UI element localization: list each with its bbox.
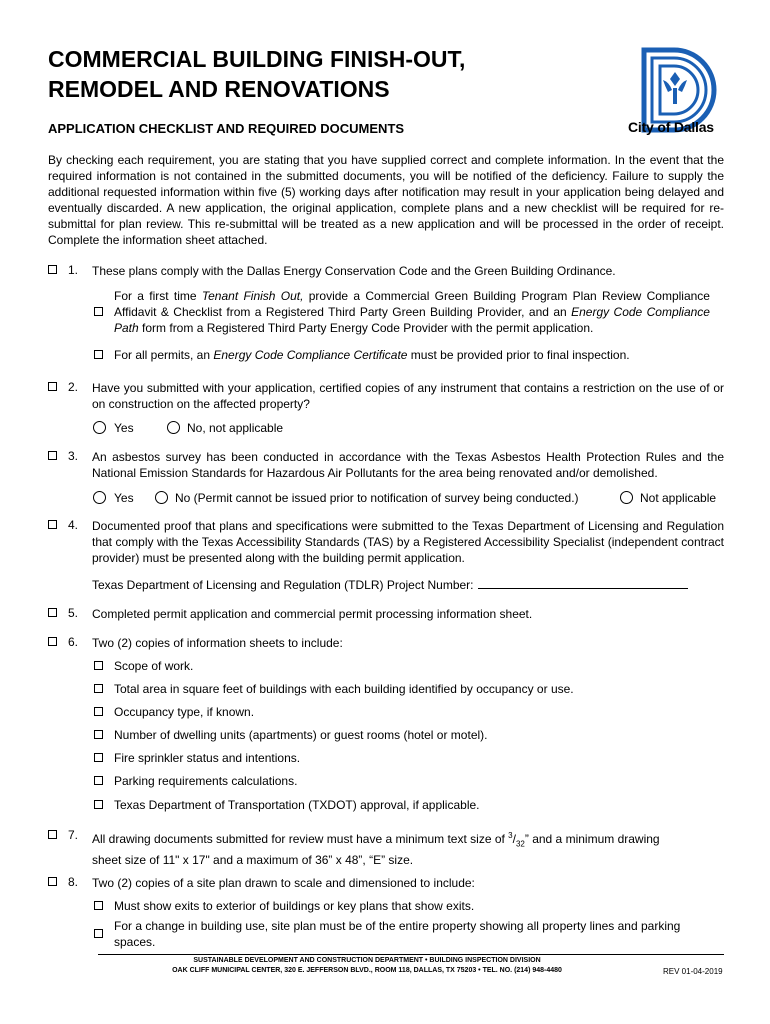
item-6-sub-text: Fire sprinkler status and intentions. [114,751,301,765]
item-1-sub-1-text: For a first time Tenant Finish Out, provide a Commercial Green Building Program Plan Review Compliance Affidavit & Checklist from a Registered Third Party Green Building Provider, and an Energy Code Compliance Path form from a Registered Third Party Energy Code Provider with the permit application. [114,289,710,335]
item-2-checkbox[interactable] [48,382,57,391]
item-8-sub-2-checkbox[interactable] [94,929,103,938]
item-2-number: 2. [68,380,79,394]
item-6-sub-checkbox[interactable] [94,707,103,716]
item-3-na-radio[interactable] [620,491,633,504]
tdlr-project-number-field[interactable] [478,577,688,589]
item-1-sub-2-checkbox[interactable] [94,350,103,359]
item-4-checkbox[interactable] [48,520,57,529]
item-3-yes-label: Yes [114,491,134,505]
item-2-no-radio[interactable] [167,421,180,434]
item-7-number: 7. [68,828,79,842]
item-2-yes-label: Yes [114,421,134,435]
item-5-text: Completed permit application and commercial permit processing information sheet. [92,607,533,621]
item-6-sub-text: Parking requirements calculations. [114,774,298,788]
item-3-text: An asbestos survey has been conducted in accordance with the Texas Asbestos Health Protection Rules and the National Emission Standards for Hazardous Air Pollutants for the area being renovated and/or demolished. [92,450,724,480]
item-1-text: These plans comply with the Dallas Energy Conservation Code and the Green Building Ordinance. [92,264,616,278]
item-8-sub-1-checkbox[interactable] [94,901,103,910]
item-6-sub-checkbox[interactable] [94,753,103,762]
item-3-yes-radio[interactable] [93,491,106,504]
page-subtitle: APPLICATION CHECKLIST AND REQUIRED DOCUMENTS [48,121,405,136]
item-5-checkbox[interactable] [48,608,57,617]
tdlr-project-number-label: Texas Department of Licensing and Regulation (TDLR) Project Number: [92,578,474,592]
footer-divider [98,954,724,955]
item-6-sub-text: Texas Department of Transportation (TXDOT) approval, if applicable. [114,798,480,812]
item-1-number: 1. [68,263,79,277]
item-3-no-radio[interactable] [155,491,168,504]
item-6-sub-checkbox[interactable] [94,730,103,739]
item-8-sub-2-text: For a change in building use, site plan must be of the entire property showing all property lines and parking spaces. [114,919,681,949]
item-6-sub-text: Occupancy type, if known. [114,705,255,719]
item-3-checkbox[interactable] [48,451,57,460]
item-8-number: 8. [68,875,79,889]
item-6-sub-checkbox[interactable] [94,776,103,785]
item-3-na-label: Not applicable [640,491,717,505]
intro-paragraph: By checking each requirement, you are stating that you have supplied correct and complete information. In the event that the required information is not contained in the submitted documents, you will be notified of the deficiency. Failure to supply the additional requested information within five (5) working days after notification may result in your application being delayed and eventually discarded. A new application, the original application, complete plans and a new checklist will be required for re-submittal for plan review. This re-submittal will be treated as a new application and will be processed in the order of receipt. Complete the information sheet attached. [48,153,724,247]
item-3-no-label: No (Permit cannot be issued prior to notification of survey being conducted.) [175,491,579,505]
item-2-yes-radio[interactable] [93,421,106,434]
item-6-sub-checkbox[interactable] [94,800,103,809]
tdlr-project-number-row [92,577,688,593]
item-3-number: 3. [68,449,79,463]
item-6-sub-checkbox[interactable] [94,684,103,693]
page-title [48,44,465,104]
item-8-text: Two (2) copies of a site plan drawn to scale and dimensioned to include: [92,876,475,890]
title-line-2: REMODEL AND RENOVATIONS [48,76,390,102]
item-4-number: 4. [68,518,79,532]
footer-department: SUSTAINABLE DEVELOPMENT AND CONSTRUCTION DEPARTMENT • BUILDING INSPECTION DIVISION [193,957,541,964]
item-5-number: 5. [68,606,79,620]
revision-date: REV 01-04-2019 [663,967,723,976]
item-6-sub-text: Number of dwelling units (apartments) or guest rooms (hotel or motel). [114,728,488,742]
item-7-checkbox[interactable] [48,830,57,839]
item-7-text: All drawing documents submitted for review must have a minimum text size of $^3/_{32}$” and a minimum drawing sheet size of 11" x 17" and a maximum of 36” x 48”, “E” size. [92,831,660,868]
item-8-checkbox[interactable] [48,877,57,886]
item-6-number: 6. [68,635,79,649]
item-6-sub-checkbox[interactable] [94,661,103,670]
item-2-text: Have you submitted with your application, certified copies of any instrument that contains a restriction on the use of or on construction on the affected property? [92,381,724,411]
item-1-checkbox[interactable] [48,265,57,274]
footer-address: OAK CLIFF MUNICIPAL CENTER, 320 E. JEFFERSON BLVD., ROOM 118, DALLAS, TX 75203 • TEL. NO. (214) 948-4480 [172,967,562,974]
city-of-dallas-wordmark: City of Dallas [628,119,714,135]
item-6-text: Two (2) copies of information sheets to include: [92,636,343,650]
item-8-sub-1-text: Must show exits to exterior of buildings or key plans that show exits. [114,899,475,913]
item-4-text: Documented proof that plans and specifications were submitted to the Texas Department of Licensing and Regulation that comply with the Texas Accessibility Standards (TAS) by a Registered Accessibility Specialist (independent contract provider) must be presented along with the building permit application. [92,519,724,565]
item-2-no-label: No, not applicable [187,421,284,435]
item-1-sub-1-checkbox[interactable] [94,307,103,316]
item-6-sub-text: Scope of work. [114,659,194,673]
item-6-checkbox[interactable] [48,637,57,646]
item-1-sub-2-text: For all permits, an Energy Code Compliance Certificate must be provided prior to final inspection. [114,348,630,362]
title-line-1: COMMERCIAL BUILDING FINISH-OUT, [48,46,466,72]
item-6-sub-text: Total area in square feet of buildings with each building identified by occupancy or use. [114,682,574,696]
